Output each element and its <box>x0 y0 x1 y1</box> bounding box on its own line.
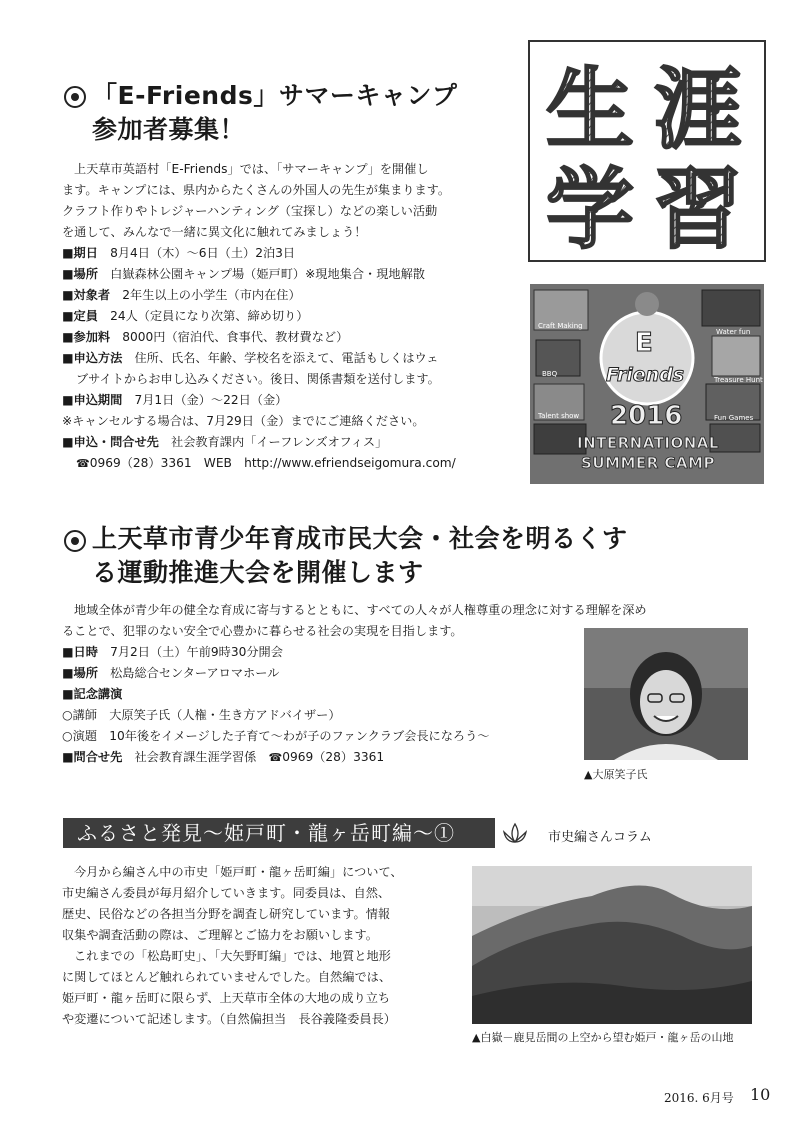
portrait-graphic <box>584 628 748 760</box>
period-label: ■申込期間 <box>62 393 123 407</box>
column-label: 市史編さんコラム <box>548 830 652 845</box>
intro-line: 地域全体が青少年の健全な育成に寄与するとともに、すべての人々が人権尊重の理念に対する理解を深め <box>74 603 647 617</box>
intro-line: ます。キャンプには、県内からたくさんの外国人の先生が集まります。 <box>62 183 451 197</box>
lotus-icon <box>500 820 530 848</box>
item-row <box>62 243 522 264</box>
section3-body <box>62 862 472 1030</box>
para-line: や変遷について記述します。（自然偏担当 長谷義隆委員長） <box>62 1012 396 1026</box>
apply-cont: ブサイトからお申し込みください。後日、関係書類を送付します。 <box>76 372 440 386</box>
intro-line: を通して、みんなで一緒に異文化に触れてみましょう！ <box>62 225 367 239</box>
flyer-tag: Talent show <box>538 412 580 420</box>
section1-body <box>62 159 522 474</box>
logo-char: 学 <box>545 158 635 260</box>
para-line: 姫戸町・龍ヶ岳町に限らず、上天草市全体の大地の成り立ち <box>62 991 391 1005</box>
item-value: 8月4日（木）～6日（土）2泊3日 <box>110 246 296 260</box>
phone-icon <box>76 456 90 470</box>
banner-title: ふるさと発見～姫戸町・龍ヶ岳町編～① <box>77 821 455 845</box>
cancel-note: ※キャンセルする場合は、7月29日（金）までにご連絡ください。 <box>62 414 425 428</box>
section2-title-line2: る運動推進大会を開催します <box>92 558 424 587</box>
efriends-flyer-image <box>530 284 764 484</box>
para-line: に関してほとんど触れられていませんでした。自然編では、 <box>62 970 392 984</box>
mountain-graphic <box>472 866 752 1024</box>
logo-char: 生 <box>545 58 635 161</box>
item-label: ■期日 <box>62 246 98 260</box>
flyer-year: 2016 <box>610 401 683 431</box>
flyer-tag: Water fun <box>716 328 751 336</box>
item-row <box>62 264 522 285</box>
flyer-e: E <box>635 328 653 358</box>
item-label: ■定員 <box>62 309 98 323</box>
footer-date: 2016. 6月号 <box>664 1091 734 1105</box>
place-value: 松島総合センターアロマホール <box>110 666 280 680</box>
item-label: ■場所 <box>62 267 98 281</box>
section1-title-line1: 「E-Friends」サマーキャンプ <box>92 81 458 110</box>
para-line: 歴史、民俗などの各担当分野を調査し研究しています。情報 <box>62 907 391 921</box>
flyer-brand: Friends <box>606 364 685 386</box>
portrait-photo <box>584 628 748 760</box>
flyer-tag: Fun Games <box>714 414 754 422</box>
section1-title-line2: 参加者募集！ <box>92 115 246 144</box>
lecture-label: ■記念講演 <box>62 687 123 701</box>
date-label: ■日時 <box>62 645 98 659</box>
page-number: 10 <box>750 1085 771 1104</box>
item-value: 住所、氏名、年齢、学校名を添えて、電話もしくはウェ <box>134 351 439 365</box>
lifelong-learning-logo <box>528 40 766 262</box>
item-row <box>62 348 522 369</box>
portrait-caption: ▲大原笑子氏 <box>584 768 648 781</box>
inquiry-label: ■問合せ先 <box>62 750 123 764</box>
inquiry-tel: 0969（28）3361 <box>282 750 385 764</box>
mountain-caption: ▲白嶽－鹿見岳間の上空から望む姫戸・龍ヶ岳の山地 <box>472 1031 734 1044</box>
inquiry-value: 社会教育課生涯学習係 <box>134 750 257 764</box>
item-value: 8000円（宿泊代、食事代、教材費など） <box>122 330 349 344</box>
logo-char: 習 <box>653 158 743 260</box>
flower-bullet-icon <box>64 86 86 108</box>
para-line: 今月から編さん中の市史「姫戸町・龍ヶ岳町編」について、 <box>74 865 403 879</box>
place-label: ■場所 <box>62 666 98 680</box>
item-row <box>62 327 522 348</box>
section2-title-line1: 上天草市青少年育成市民大会・社会を明るくす <box>92 524 628 553</box>
item-label: ■申込方法 <box>62 351 123 365</box>
intro-line: クラフト作りやトレジャーハンティング（宝探し）などの楽しい活動 <box>62 204 438 218</box>
logo-char: 涯 <box>653 58 743 161</box>
lecturer: ○講師 大原笑子氏（人権・生き方アドバイザー） <box>62 708 341 722</box>
item-value: 24人（定員になり次第、締め切り） <box>110 309 309 323</box>
item-row <box>62 306 522 327</box>
para-line: 市史編さん委員が毎月紹介していきます。同委員は、自然、 <box>62 886 391 900</box>
topic: ○演題 10年後をイメージした子育て～わが子のファンクラブ会長になろう～ <box>62 729 490 743</box>
flyer-line2: SUMMER CAMP <box>581 454 715 472</box>
furusato-banner <box>63 818 495 848</box>
flower-bullet-icon <box>64 530 86 552</box>
para-line: これまでの「松島町史」、「大矢野町編」では、地質と地形 <box>74 949 391 963</box>
contact-value: 社会教育課内「イーフレンズオフィス」 <box>171 435 388 449</box>
contact-label: ■申込・問合せ先 <box>62 435 159 449</box>
period-value: 7月1日（金）～22日（金） <box>134 393 288 407</box>
flyer-line1: INTERNATIONAL <box>577 434 719 452</box>
mountain-photo <box>472 866 752 1024</box>
phone-icon <box>269 750 283 764</box>
item-label: ■参加料 <box>62 330 111 344</box>
date-value: 7月2日（土）午前9時30分開会 <box>110 645 283 659</box>
para-line: 収集や調査活動の際は、ご理解とご協力をお願いします。 <box>62 928 378 942</box>
item-value: 2年生以上の小学生（市内在住） <box>122 288 301 302</box>
flyer-tag: Treasure Hunt <box>714 376 763 384</box>
flyer-tag: BBQ <box>542 370 558 378</box>
flyer-tag: Craft Making <box>538 322 583 330</box>
contact-tel: 0969（28）3361 WEB http://www.efriendseigomura.com/ <box>89 456 456 470</box>
item-row <box>62 285 522 306</box>
item-value: 白嶽森林公園キャンプ場（姫戸町）※現地集合・現地解散 <box>110 267 425 281</box>
logo-hatch <box>530 42 764 260</box>
intro-line: 上天草市英語村「E-Friends」では、「サマーキャンプ」を開催し <box>74 162 429 176</box>
item-label: ■対象者 <box>62 288 111 302</box>
intro-line: ることで、犯罪のない安全で心豊かに暮らせる社会の実現を目指します。 <box>62 624 463 638</box>
